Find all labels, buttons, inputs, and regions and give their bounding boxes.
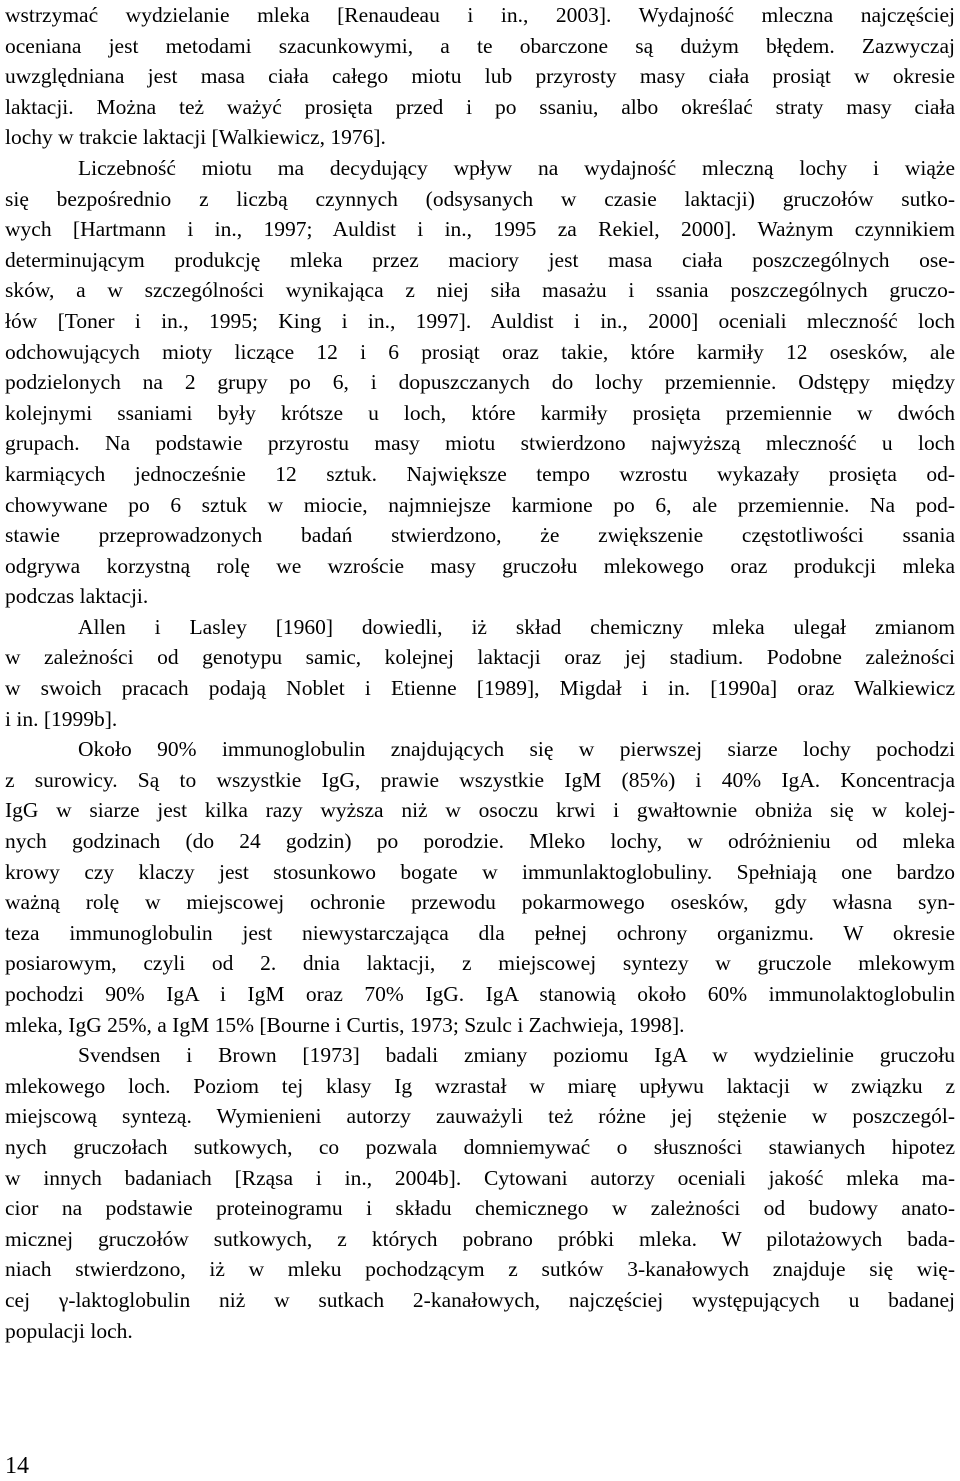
text-line: kolejnymi ssaniami były krótsze u loch, które karmiły prosięta przemiennie w dwóch — [5, 400, 955, 425]
text-line: oceniana jest metodami szacunkowymi, a te obarczone są dużym błędem. Zazwyczaj — [5, 33, 955, 58]
text-line: z surowicy. Są to wszystkie IgG, prawie wszystkie IgM (85%) i 40% IgA. Koncentracja — [5, 767, 955, 792]
text-line: odchowujących mioty liczące 12 i 6 prosiąt oraz takie, które karmiły 12 osesków, ale — [5, 339, 955, 364]
text-line: się bezpośrednio z liczbą czynnych (odsysanych w czasie laktacji) gruczołów sutko- — [5, 186, 955, 211]
text-line: podzielonych na 2 grupy po 6, i dopuszczanych do lochy przemiennie. Odstępy między — [5, 370, 955, 395]
text-line: cej γ-laktoglobulin niż w sutkach 2-kanałowych, najczęściej występujących u badanej — [5, 1287, 955, 1312]
paragraph — [5, 734, 955, 1040]
text-line: w zależności od genotypu samic, kolejnej laktacji oraz jej stadium. Podobne zależności — [5, 645, 955, 670]
text-line: mleka, IgG 25%, a IgM 15% [Bourne i Curtis, 1973; Szulc i Zachwieja, 1998]. — [5, 1012, 685, 1037]
paragraph — [5, 1040, 955, 1346]
text-line: populacji loch. — [5, 1318, 133, 1343]
text-line: podczas laktacji. — [5, 584, 149, 609]
text-line: uwzględniana jest masa ciała całego miotu lub przyrosty masy ciała prosiąt w okresie — [5, 64, 955, 89]
paragraph — [5, 0, 955, 153]
text-line: miejscową syntezą. Wymienieni autorzy zauważyli też różne jej stężenie w poszczegól- — [5, 1104, 955, 1129]
text-line: ważną rolę w miejscowej ochronie przewodu pokarmowego osesków, gdy własna syn- — [5, 890, 955, 915]
page-number: 14 — [5, 1453, 29, 1479]
text-line: cior na podstawie proteinogramu i składu chemicznego w zależności od budowy anato- — [5, 1196, 955, 1221]
text-line: krowy czy klaczy jest stosunkowo bogate w immunlaktoglobuliny. Spełniają one bardzo — [5, 859, 955, 884]
text-line: Liczebność miotu ma decydujący wpływ na wydajność mleczną lochy i wiąże — [78, 155, 955, 180]
paragraph — [5, 612, 955, 734]
text-line: Allen i Lasley [1960] dowiedli, iż skład chemiczny mleka ulegał zmianom — [78, 614, 955, 639]
text-line: posiarowym, czyli od 2. dnia laktacji, z miejscowej syntezy w gruczole mlekowym — [5, 951, 955, 976]
text-line: teza immunoglobulin jest niewystarczająca dla pełnej ochrony organizmu. W okresie — [5, 920, 955, 945]
text-line: wstrzymać wydzielanie mleka [Renaudeau i in., 2003]. Wydajność mleczna najczęściej — [5, 3, 955, 27]
text-line: laktacji. Można też ważyć prosięta przed i po ssaniu, albo określać straty masy ciała — [5, 94, 955, 119]
text-line: stawie przeprowadzonych badań stwierdzono, że zwiększenie częstotliwości ssania — [5, 523, 955, 548]
text-line: Svendsen i Brown [1973] badali zmiany poziomu IgA w wydzielinie gruczołu — [78, 1043, 955, 1068]
text-line: nych godzinach (do 24 godzin) po porodzie. Mleko lochy, w odróżnieniu od mleka — [5, 829, 955, 854]
text-line: determinującym produkcję mleka przez maciory jest masa ciała poszczególnych ose- — [5, 247, 955, 272]
text-line: i in. [1999b]. — [5, 706, 118, 731]
text-line: micznej gruczołów sutkowych, z których pobrano próbki mleka. W pilotażowych bada- — [5, 1226, 955, 1251]
text-line: wych [Hartmann i in., 1997; Auldist i in., 1995 za Rekiel, 2000]. Ważnym czynnikiem — [5, 217, 955, 242]
text-line: w swoich pracach podają Noblet i Etienne [1989], Migdał i in. [1990a] oraz Walkiewicz — [5, 676, 955, 701]
text-line: Około 90% immunoglobulin znajdujących się w pierwszej siarze lochy pochodzi — [78, 737, 955, 762]
text-line: pochodzi 90% IgA i IgM oraz 70% IgG. IgA stanowią około 60% immunolaktoglobulin — [5, 982, 955, 1006]
text-line: mlekowego loch. Poziom tej klasy Ig wzrastał w miarę upływu laktacji w związku z — [5, 1073, 955, 1098]
text-line: odgrywa korzystną rolę we wzroście masy gruczołu mlekowego oraz produkcji mleka — [5, 553, 955, 578]
text-line: sków, a w szczególności wynikająca z niej siła masażu i ssania poszczególnych gruczo- — [5, 278, 955, 303]
text-line: IgG w siarze jest kilka razy wyższa niż w osoczu krwi i gwałtownie obniża się w kolej- — [5, 798, 955, 823]
text-line: karmiących jednocześnie 12 sztuk. Największe tempo wzrostu wykazały prosięta od- — [5, 461, 955, 486]
text-line: grupach. Na podstawie przyrostu masy miotu stwierdzono najwyższą mleczność u loch — [5, 431, 955, 456]
text-line: chowywane po 6 sztuk w miocie, najmniejsze karmione po 6, ale przemiennie. Na pod- — [5, 492, 955, 517]
document-page — [5, 0, 955, 1346]
paragraph — [5, 153, 955, 612]
text-line: lochy w trakcie laktacji [Walkiewicz, 1976]. — [5, 125, 386, 150]
text-line: w innych badaniach [Rząsa i in., 2004b]. Cytowani autorzy oceniali jakość mleka ma- — [5, 1165, 955, 1190]
text-line: łów [Toner i in., 1995; King i in., 1997]. Auldist i in., 2000] oceniali mleczność loch — [5, 308, 955, 333]
text-line: niach stwierdzono, iż w mleku pochodzącym z sutków 3-kanałowych znajduje się wię- — [5, 1257, 955, 1282]
text-line: nych gruczołach sutkowych, co pozwala domniemywać o słuszności stawianych hipotez — [5, 1134, 955, 1159]
